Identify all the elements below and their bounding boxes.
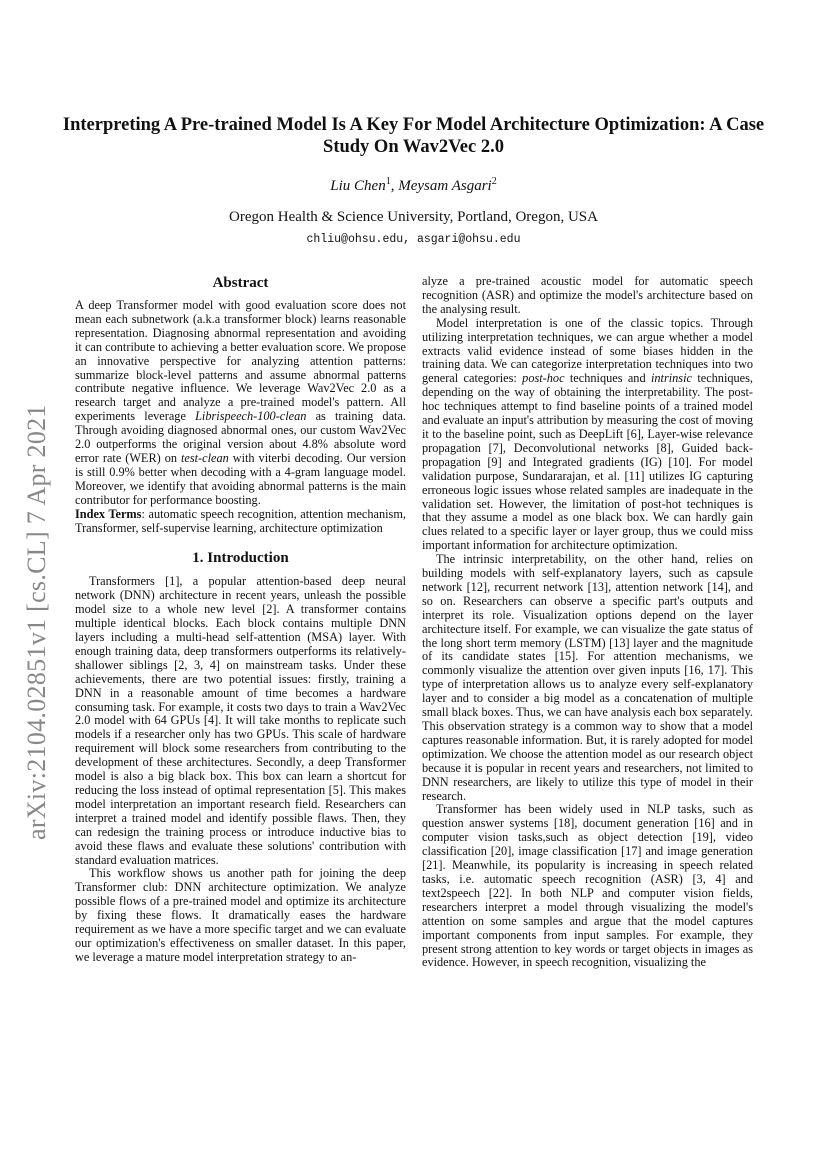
text-segment: with viterbi decoding. Our version is still 0.9% better when decoding with a 4-gram language model. Moreover, we identify that avoiding abnormal patterns is the main contributor for performance boosting. (75, 450, 406, 507)
text-segment: alyze a pre-trained acoustic model for automatic speech recognition (ASR) and optimize the model's architecture based on the analysing result. (422, 274, 753, 316)
text-segment: Model interpretation is one of the classic topics. Through utilizing interpretation techniques, we can argue whether a model extracts valid evidence instead of some biases hidden in the training data. We can categorize interpretation techniques into two general categories: (422, 315, 753, 386)
abstract-heading: Abstract (212, 275, 269, 291)
italic-text: post-hoc (522, 371, 565, 386)
text-segment: A deep Transformer model with good evaluation score does not mean each subnetwork (a.k.a transformer block) learns reasonable representation. Diagnosing abnormal representation and avoiding it can contribute to achieving a better evaluation score. We propose an innovative perspective for analyzing attention patterns: summarize block-level patterns and assume abnormal patterns contribute negative influence. We leverage Wav2Vec 2.0 as a research target and analyze a pre-trained model's pattern. All experiments leverage (75, 298, 406, 424)
introduction-body (75, 575, 406, 964)
paper-title: Interpreting A Pre-trained Model Is A Key For Model Architecture Optimization: A Case Study On Wav2Vec 2.0 (62, 115, 765, 157)
body-paragraph (422, 317, 753, 553)
text-segment: This workflow shows us another path for joining the deep Transformer club: DNN architecture optimization. We analyze possible flows of a pre-trained model and optimize its architecture by fixing these flows. It dramatically eases the hardware requirement as we have a more specific target and we can evaluate our optimization's effectiveness on smaller dataset. In this paper, we leverage a mature model interpretation strategy to an- (75, 866, 406, 964)
right-column (422, 275, 753, 970)
introduction-heading: 1. Introduction (192, 550, 289, 567)
body-paragraph (75, 867, 406, 964)
authors (0, 176, 827, 195)
text-segment: Transformers [1], a popular attention-based deep neural network (DNN) architecture in recent years, unleash the possible model size to a whole new level [2]. A transformer contains multiple identical blocks. Each block contains multiple DNN layers including a multi-head self-attention (MSA) layer. With enough training data, deep transformers outperforms its relatively-shallower siblings [2, 3, 4] on mainstream tasks. Under these achievements, there are two potential issues: firstly, training a DNN in a reasonable amount of time becomes a hardware consuming task. For example, it costs two days to train a Wav2Vec 2.0 model with 64 GPUs [4]. It will take months to replicate such models if a researcher only has two GPUs. This scale of hardware requirement will block some researchers from contributing to the development of these architectures. Secondly, a deep Transformer model is also a big black box. This box can learn a shortcut for reducing the loss instead of optimal representation [5]. This makes model interpretation an important research field. Researchers can interpret a trained model and identify possible flaws. Then, they can redesign the training process or introduce inductive bias to avoid these flaws and evaluate these solutions' contribution with standard evaluation matrices. (75, 574, 406, 867)
text-segment: techniques, depending on the way of obtaining the interpretability. The post-hoc techniques attempt to find baseline points of a trained model and evaluate an input's attribution by measuring the cost of moving it to the baseline point, such as DeepLift [6], Layer-wise relevance propagation [7], Deconvolutional networks [8], Guided back-propagation [9] and Integrated gradients (IG) [10]. For model validation purpose, Sundararajan, et al. [11] utilizes IG capturing erroneous logic issues whose related samples are inadequate in the validation set. However, the limitation of post-hot techniques is that they assume a model as one black box. We can hardly gain clues related to a specific layer or layer group, thus we could miss important information for architecture optimization. (422, 371, 753, 553)
index-terms (75, 508, 406, 536)
body-paragraph (422, 275, 753, 317)
text-segment: techniques and (564, 371, 651, 386)
author-separator: , (390, 178, 399, 194)
right-column-body (422, 275, 753, 970)
text-segment: Transformer has been widely used in NLP tasks, such as question answer systems [18], document generation [16] and in computer vision tasks,such as object detection [19], video classification [20], image classification [17] and image generation [21]. Meanwhile, its popularity is increasing in speech related tasks, i.e. automatic speech recognition (ASR) [3, 4] and text2speech [22]. In both NLP and computer vision fields, researchers interpret a model through visualizing the model's attention on some samples and argue that the model captures important components from input samples. For example, they present strong attention to key words or target objects in images as evidence. However, in speech recognition, visualizing the (422, 802, 753, 970)
left-column (75, 272, 406, 965)
text-segment: as training data. Through avoiding diagnosed abnormal ones, our custom Wav2Vec 2.0 outperforms the original version about 4.8% absolute word error rate (WER) on (75, 409, 406, 465)
bold-text: Index Terms (75, 506, 142, 521)
italic-text: Librispeech-100-clean (195, 409, 307, 424)
affiliation: Oregon Health & Science University, Portland, Oregon, USA (229, 209, 598, 225)
text-segment: : automatic speech recognition, attention mechanism, Transformer, self-supervise learning, architecture optimization (75, 506, 406, 535)
author-emails: chliu@ohsu.edu, asgari@ohsu.edu (306, 233, 521, 246)
author-name: Meysam Asgari (398, 178, 492, 194)
abstract-text (75, 299, 406, 508)
arxiv-identifier: arXiv:2104.02851v1 [cs.CL] 7 Apr 2021 (22, 404, 51, 840)
text-segment: The intrinsic interpretability, on the other hand, relies on building models with self-explanatory layers, such as capsule network [12], recurrent network [13], attention network [14], and so on. Researchers can observe a specific part's outputs and interpret its role. Visualization options depend on the layer architecture itself. For example, we can visualize the gate status of the long short term memory (LSTM) [13] layer and the magnitude of its candidate states [15]. For attention mechanisms, we commonly visualize the attention over given inputs [16, 17]. This type of interpretation allows us to analyze every self-explanatory layer and to consider a big model as a concatenation of multiple small black boxes. Thus, we can have analysis each box separately. This observation strategy is a common way to show that a model captures reasonable information. But, it is rarely adopted for model optimization. We choose the attention model as our research object because it is popular in recent years and researchers, not limited to DNN researchers, are likely to utilize this type of model in their research. (422, 552, 753, 803)
italic-text: intrinsic (650, 371, 692, 386)
author-name: Liu Chen (330, 178, 386, 194)
body-paragraph (75, 575, 406, 867)
body-paragraph (422, 553, 753, 803)
body-paragraph (422, 803, 753, 970)
author-affiliation-mark: 2 (491, 176, 497, 187)
italic-text: test-clean (180, 450, 229, 465)
author-affiliation-mark: 1 (385, 176, 391, 187)
